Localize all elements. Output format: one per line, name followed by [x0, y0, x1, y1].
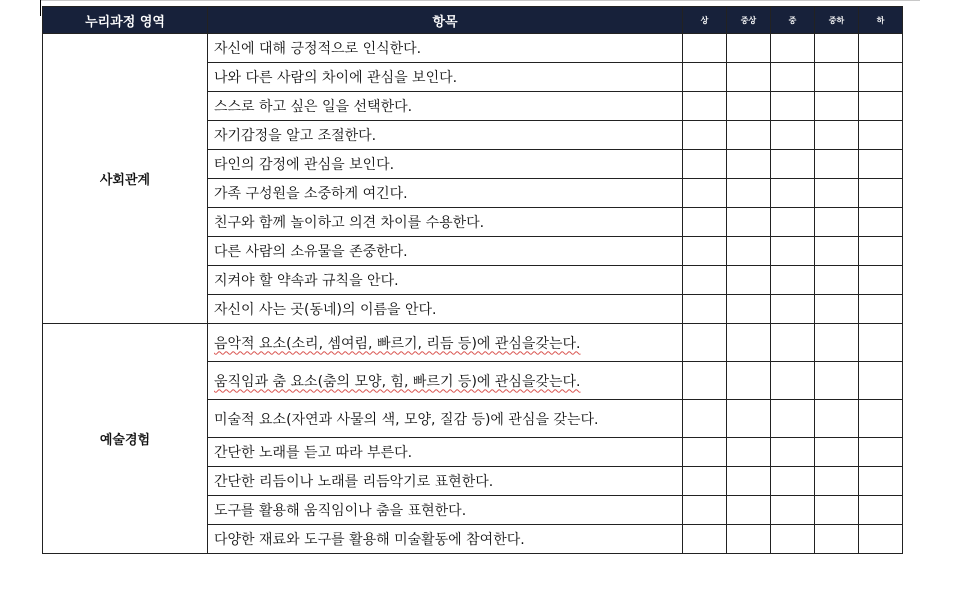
table-row	[43, 324, 903, 362]
rating-cell[interactable]	[815, 266, 859, 295]
item-text: 도구를 활용해 움직임이나 춤을 표현한다.	[214, 503, 467, 519]
rating-cell[interactable]	[771, 295, 815, 324]
item-cell	[208, 92, 683, 121]
item-text: 자신이 사는 곳(동네)의 이름을 안다.	[214, 302, 437, 318]
rating-cell[interactable]	[771, 400, 815, 438]
item-cell	[208, 362, 683, 400]
rating-cell[interactable]	[727, 400, 771, 438]
rating-cell[interactable]	[727, 92, 771, 121]
rating-cell[interactable]	[815, 150, 859, 179]
item-text: 미술적 요소(자연과 사물의 색, 모양, 질감 등)에 관심을 갖는다.	[214, 411, 599, 428]
rating-cell[interactable]	[727, 438, 771, 467]
rating-cell[interactable]	[771, 438, 815, 467]
header-rating-1: 상	[683, 7, 727, 34]
rating-cell[interactable]	[771, 237, 815, 266]
rating-cell[interactable]	[815, 34, 859, 63]
item-text: 움직임과 춤 요소(춤의 모양, 힘, 빠르기 등)에 관심을갖는다.	[214, 373, 581, 390]
rating-cell[interactable]	[859, 150, 903, 179]
rating-cell[interactable]	[727, 150, 771, 179]
rating-cell[interactable]	[859, 324, 903, 362]
rating-cell[interactable]	[683, 92, 727, 121]
item-cell	[208, 400, 683, 438]
header-rating-4: 중하	[815, 7, 859, 34]
rating-cell[interactable]	[683, 324, 727, 362]
rating-cell[interactable]	[815, 237, 859, 266]
rating-cell[interactable]	[859, 400, 903, 438]
rating-cell[interactable]	[727, 121, 771, 150]
rating-cell[interactable]	[727, 34, 771, 63]
item-cell	[208, 208, 683, 237]
rating-cell[interactable]	[859, 362, 903, 400]
item-cell	[208, 324, 683, 362]
rating-cell[interactable]	[727, 237, 771, 266]
rating-cell[interactable]	[683, 34, 727, 63]
item-text: 자신에 대해 긍정적으로 인식한다.	[214, 41, 422, 57]
header-rating-3: 중	[771, 7, 815, 34]
rating-cell[interactable]	[815, 400, 859, 438]
item-cell	[208, 150, 683, 179]
rating-cell[interactable]	[859, 295, 903, 324]
rating-cell[interactable]	[727, 295, 771, 324]
rating-cell[interactable]	[859, 34, 903, 63]
rating-cell[interactable]	[859, 467, 903, 496]
item-text: 간단한 노래를 듣고 따라 부른다.	[214, 445, 413, 461]
item-text: 간단한 리듬이나 노래를 리듬악기로 표현한다.	[214, 474, 494, 490]
rating-cell[interactable]	[859, 438, 903, 467]
rating-cell[interactable]	[683, 467, 727, 496]
rating-cell[interactable]	[815, 208, 859, 237]
header-area: 누리과정 영역	[43, 7, 208, 34]
table-row	[43, 34, 903, 63]
item-text: 가족 구성원을 소중하게 여긴다.	[214, 186, 408, 202]
rating-cell[interactable]	[683, 179, 727, 208]
rating-cell[interactable]	[683, 208, 727, 237]
rating-cell[interactable]	[859, 179, 903, 208]
rating-cell[interactable]	[727, 324, 771, 362]
item-cell	[208, 34, 683, 63]
rating-cell[interactable]	[683, 496, 727, 525]
item-cell	[208, 467, 683, 496]
rating-cell[interactable]	[859, 92, 903, 121]
item-text: 다양한 재료와 도구를 활용해 미술활동에 참여한다.	[214, 532, 525, 548]
rating-cell[interactable]	[683, 266, 727, 295]
item-text: 다른 사람의 소유물을 존중한다.	[214, 244, 408, 260]
rating-cell[interactable]	[771, 266, 815, 295]
rating-cell[interactable]	[771, 150, 815, 179]
rating-cell[interactable]	[859, 266, 903, 295]
rating-cell[interactable]	[683, 121, 727, 150]
item-cell	[208, 525, 683, 554]
rating-cell[interactable]	[727, 525, 771, 554]
item-text: 지켜야 할 약속과 규칙을 안다.	[214, 273, 399, 289]
rating-cell[interactable]	[815, 362, 859, 400]
header-row	[43, 7, 903, 34]
rating-cell[interactable]	[815, 525, 859, 554]
rating-cell[interactable]	[727, 362, 771, 400]
rating-cell[interactable]	[815, 121, 859, 150]
rating-cell[interactable]	[727, 266, 771, 295]
rating-cell[interactable]	[683, 525, 727, 554]
rating-cell[interactable]	[727, 63, 771, 92]
rating-cell[interactable]	[727, 496, 771, 525]
rating-cell[interactable]	[815, 438, 859, 467]
item-text: 음악적 요소(소리, 셈여림, 빠르기, 리듬 등)에 관심을갖는다.	[214, 335, 581, 352]
rating-cell[interactable]	[815, 63, 859, 92]
area-cell: 예술경험	[43, 324, 208, 554]
rating-cell[interactable]	[815, 324, 859, 362]
item-cell	[208, 295, 683, 324]
text-cursor	[40, 0, 41, 16]
rating-cell[interactable]	[683, 63, 727, 92]
item-cell	[208, 266, 683, 295]
rating-cell[interactable]	[859, 63, 903, 92]
rating-cell[interactable]	[683, 400, 727, 438]
item-cell	[208, 179, 683, 208]
rating-cell[interactable]	[771, 34, 815, 63]
rating-cell[interactable]	[727, 179, 771, 208]
area-cell: 사회관계	[43, 34, 208, 324]
rating-cell[interactable]	[815, 179, 859, 208]
rating-cell[interactable]	[683, 362, 727, 400]
rating-cell[interactable]	[771, 179, 815, 208]
rating-cell[interactable]	[683, 150, 727, 179]
item-text: 자기감정을 알고 조절한다.	[214, 128, 377, 144]
item-text: 친구와 함께 놀이하고 의견 차이를 수용한다.	[214, 215, 485, 231]
rating-cell[interactable]	[771, 496, 815, 525]
rating-cell[interactable]	[727, 467, 771, 496]
rating-cell[interactable]	[771, 324, 815, 362]
item-cell	[208, 438, 683, 467]
rating-cell[interactable]	[771, 121, 815, 150]
item-cell	[208, 237, 683, 266]
item-text: 스스로 하고 싶은 일을 선택한다.	[214, 99, 413, 115]
header-rating-2: 중상	[727, 7, 771, 34]
item-text: 나와 다른 사람의 차이에 관심을 보인다.	[214, 70, 458, 86]
rating-cell[interactable]	[815, 496, 859, 525]
rating-cell[interactable]	[859, 121, 903, 150]
page-top-rule	[40, 0, 920, 1]
rating-cell[interactable]	[859, 496, 903, 525]
rating-cell[interactable]	[683, 295, 727, 324]
rating-cell[interactable]	[815, 467, 859, 496]
item-cell	[208, 63, 683, 92]
rating-cell[interactable]	[683, 438, 727, 467]
header-rating-5: 하	[859, 7, 903, 34]
rating-cell[interactable]	[859, 208, 903, 237]
rating-cell[interactable]	[771, 63, 815, 92]
item-text: 타인의 감정에 관심을 보인다.	[214, 157, 395, 173]
evaluation-table	[42, 6, 903, 554]
rating-cell[interactable]	[859, 237, 903, 266]
item-cell	[208, 496, 683, 525]
rating-cell[interactable]	[771, 467, 815, 496]
rating-cell[interactable]	[771, 208, 815, 237]
item-cell	[208, 121, 683, 150]
rating-cell[interactable]	[771, 525, 815, 554]
rating-cell[interactable]	[859, 525, 903, 554]
rating-cell[interactable]	[727, 208, 771, 237]
rating-cell[interactable]	[683, 237, 727, 266]
rating-cell[interactable]	[771, 362, 815, 400]
rating-cell[interactable]	[771, 92, 815, 121]
rating-cell[interactable]	[815, 92, 859, 121]
rating-cell[interactable]	[815, 295, 859, 324]
header-item: 항목	[208, 7, 683, 34]
